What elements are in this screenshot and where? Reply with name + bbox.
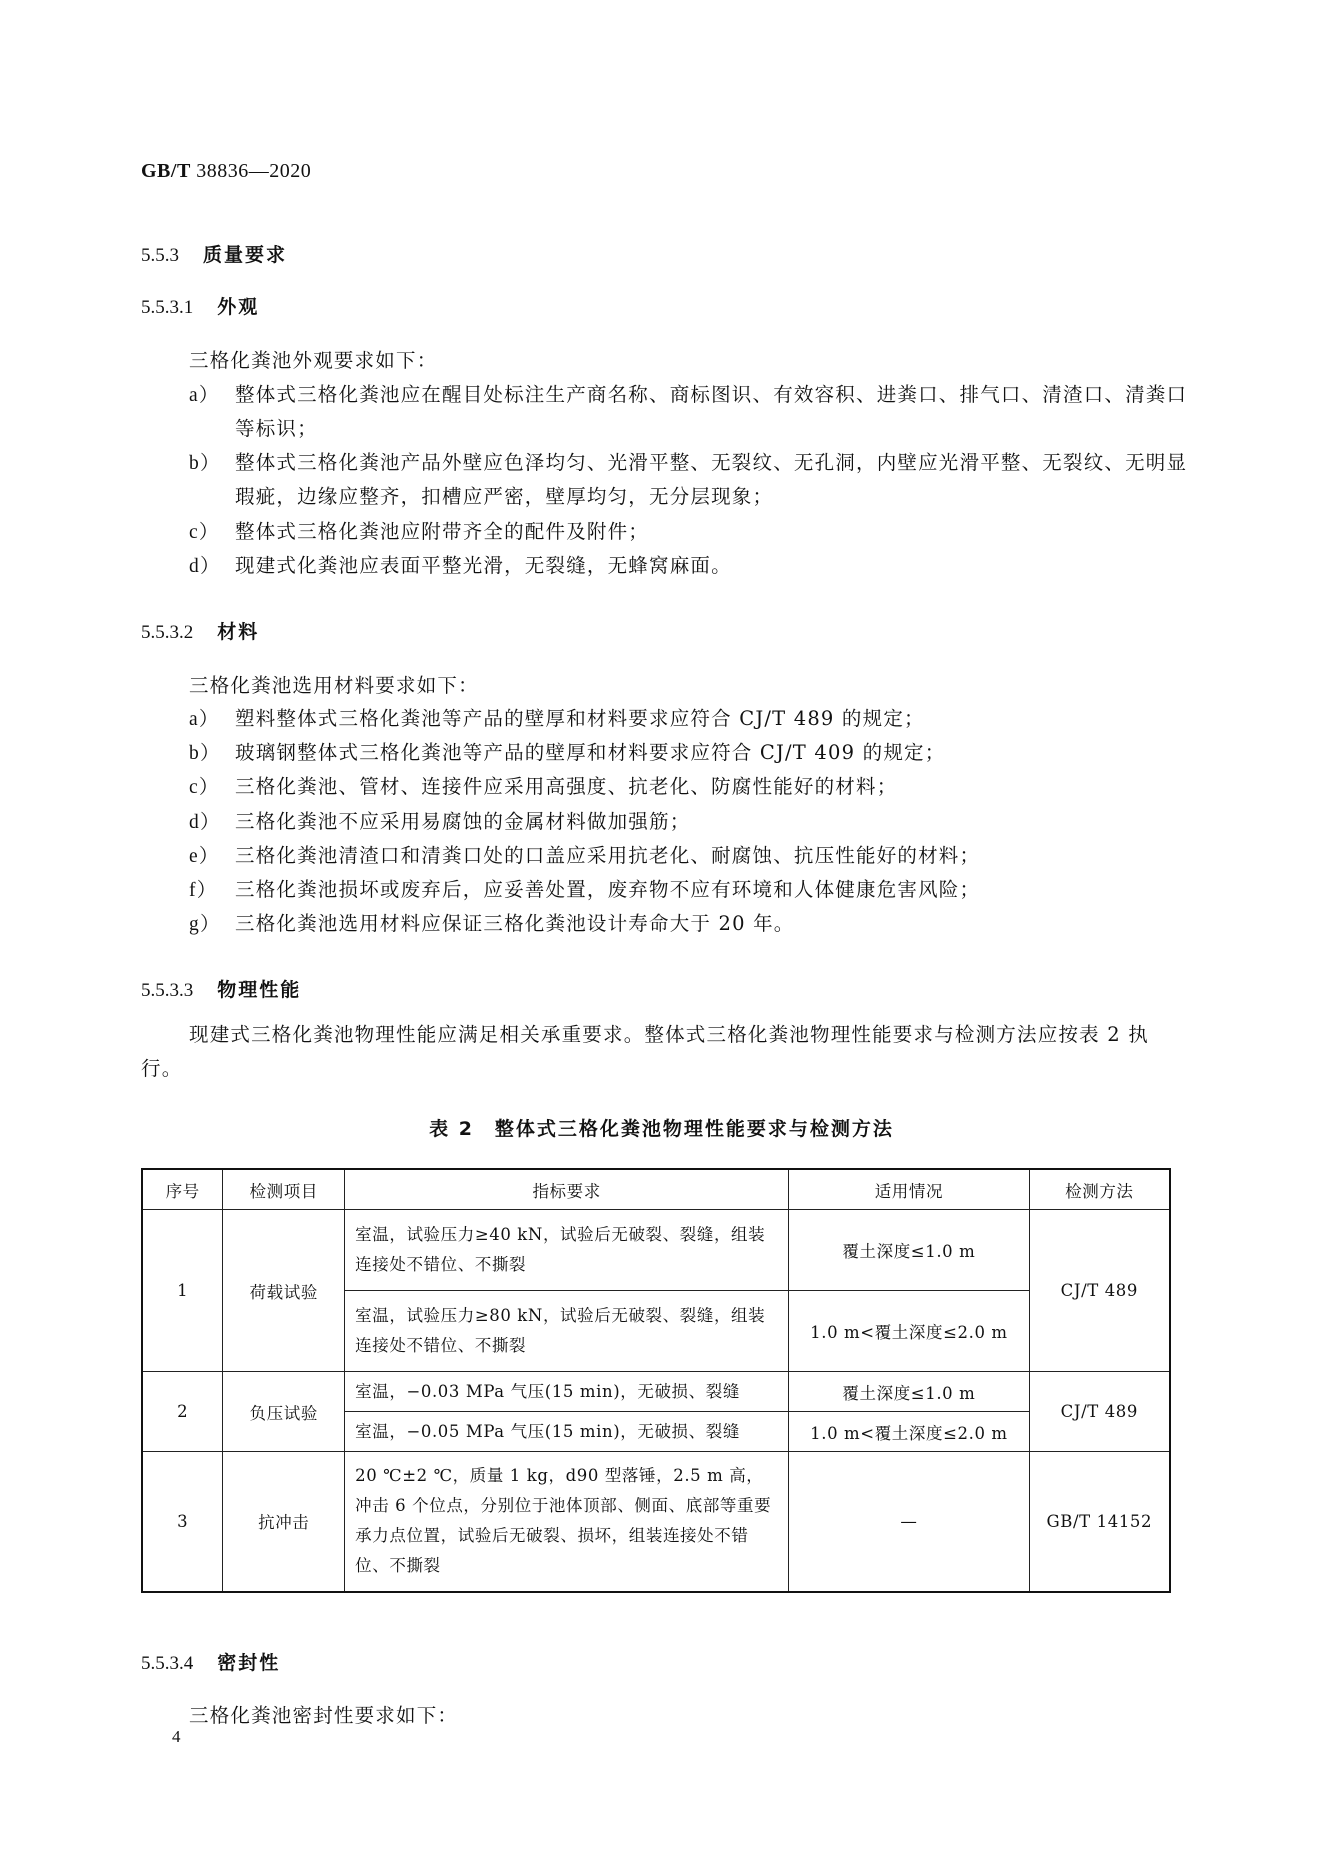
list-item: a） 塑料整体式三格化粪池等产品的壁厚和材料要求应符合 CJ/T 489 的规定； (189, 707, 925, 730)
condition-cell: 1.0 m<覆土深度≤2.0 m (789, 1291, 1030, 1372)
section-5-5-3-4-heading: 5.5.3.4 密封性 (141, 1652, 281, 1674)
list-item: f） 三格化粪池损坏或废弃后，应妥善处置，废弃物不应有环境和人体健康危害风险； (189, 878, 981, 901)
requirement-cell: 室温，试验压力≥80 kN，试验后无破裂、裂缝，组装连接处不错位、不撕裂 (345, 1291, 789, 1372)
page-number: 4 (172, 1727, 181, 1746)
table-row (142, 1210, 1170, 1291)
requirement-cell: 室温，−0.03 MPa 气压(15 min)，无破损、裂缝 (345, 1372, 789, 1412)
test-item: 抗冲击 (223, 1452, 345, 1592)
list-item: b） 整体式三格化粪池产品外壁应色泽均匀、光滑平整、无裂纹、无孔洞，内壁应光滑平整、无裂纹、无明显瑕疵，边缘应整齐，扣槽应严密，壁厚均匀，无分层现象； (189, 451, 1188, 508)
column-header: 适用情况 (789, 1169, 1030, 1210)
condition-cell: 覆土深度≤1.0 m (789, 1210, 1030, 1291)
list-item: a） 整体式三格化粪池应在醒目处标注生产商名称、商标图识、有效容积、进粪口、排气口、清渣口、清粪口等标识； (189, 383, 1188, 440)
standard-code: GB/T 38836—2020 (141, 160, 312, 182)
list-item: c） 三格化粪池、管材、连接件应采用高强度、抗老化、防腐性能好的材料； (189, 775, 898, 798)
condition-cell: 1.0 m<覆土深度≤2.0 m (789, 1412, 1030, 1452)
section-5-5-3-2-heading: 5.5.3.2 材料 (141, 621, 260, 643)
column-header: 指标要求 (345, 1169, 789, 1210)
list-item: d） 现建式化粪池应表面平整光滑，无裂缝，无蜂窝麻面。 (189, 554, 732, 577)
physical-properties-paragraph: 现建式三格化粪池物理性能应满足相关承重要求。整体式三格化粪池物理性能要求与检测方法应按表 2 执行。 (141, 1023, 1149, 1080)
table-header-row (142, 1169, 1170, 1210)
section-5-5-3-heading: 5.5.3 质量要求 (141, 244, 288, 266)
table-row (142, 1372, 1170, 1412)
materials-intro: 三格化粪池选用材料要求如下： (189, 674, 479, 697)
list-item: e） 三格化粪池清渣口和清粪口处的口盖应采用抗老化、耐腐蚀、抗压性能好的材料； (189, 844, 981, 867)
section-5-5-3-1-heading: 5.5.3.1 外观 (141, 296, 260, 318)
row-number: 3 (142, 1452, 223, 1592)
test-method: CJ/T 489 (1029, 1372, 1170, 1452)
sealing-intro: 三格化粪池密封性要求如下： (189, 1704, 459, 1727)
condition-cell: 覆土深度≤1.0 m (789, 1372, 1030, 1412)
test-method: CJ/T 489 (1029, 1210, 1170, 1372)
test-item: 负压试验 (223, 1372, 345, 1452)
requirement-cell: 20 ℃±2 ℃，质量 1 kg，d90 型落锤，2.5 m 高，冲击 6 个位点，分别位于池体顶部、侧面、底部等重要承力点位置，试验后无破裂、损坏，组装连接处不错位、不撕裂 (345, 1452, 789, 1592)
column-header: 检测项目 (223, 1169, 345, 1210)
column-header: 序号 (142, 1169, 223, 1210)
appearance-intro: 三格化粪池外观要求如下： (189, 349, 438, 372)
section-5-5-3-3-heading: 5.5.3.3 物理性能 (141, 979, 302, 1001)
test-method: GB/T 14152 (1029, 1452, 1170, 1592)
row-number: 1 (142, 1210, 223, 1372)
test-item: 荷载试验 (223, 1210, 345, 1372)
column-header: 检测方法 (1029, 1169, 1170, 1210)
list-item: d） 三格化粪池不应采用易腐蚀的金属材料做加强筋； (189, 810, 691, 833)
list-item: g） 三格化粪池选用材料应保证三格化粪池设计寿命大于 20 年。 (189, 912, 795, 935)
list-item: b） 玻璃钢整体式三格化粪池等产品的壁厚和材料要求应符合 CJ/T 409 的规定； (189, 741, 946, 764)
table-caption: 表 2 整体式三格化粪池物理性能要求与检测方法 (429, 1118, 894, 1140)
requirement-cell: 室温，试验压力≥40 kN，试验后无破裂、裂缝，组装连接处不错位、不撕裂 (345, 1210, 789, 1291)
requirement-cell: 室温，−0.05 MPa 气压(15 min)，无破损、裂缝 (345, 1412, 789, 1452)
condition-cell: — (789, 1452, 1030, 1592)
list-item: c） 整体式三格化粪池应附带齐全的配件及附件； (189, 520, 650, 543)
row-number: 2 (142, 1372, 223, 1452)
physical-properties-table (141, 1168, 1171, 1593)
table-row (142, 1452, 1170, 1592)
